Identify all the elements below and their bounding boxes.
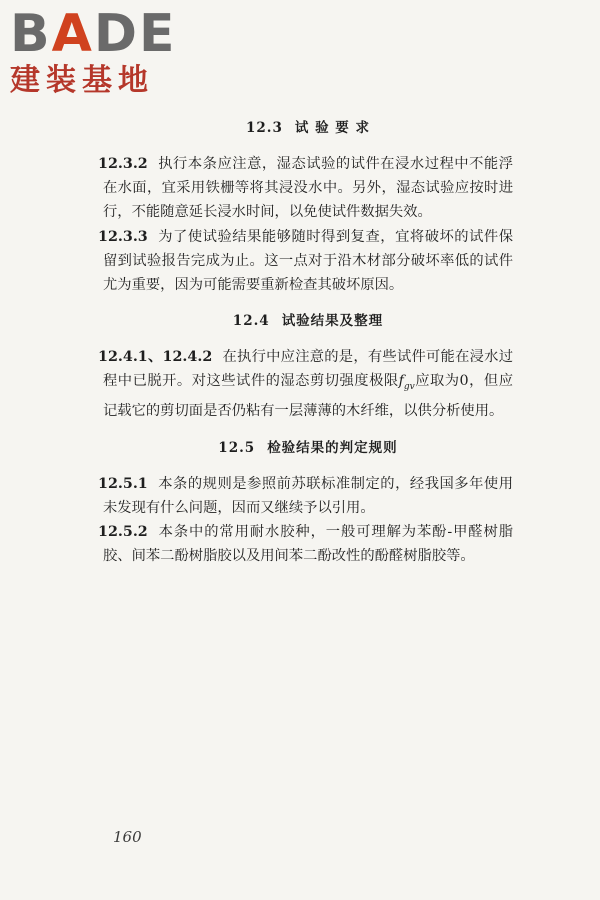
page-number: 160 bbox=[113, 828, 142, 846]
logo-subtitle: 建装基地 bbox=[10, 63, 154, 98]
section-heading-12-3: 12.3 试 验 要 求 bbox=[246, 120, 370, 136]
clause-12-4-1-2: 12.4.1、12.4.2 在执行中应注意的是，有些试件可能在浸水过程中已脱开。对这些试件的湿态剪切强度极限$f_{gv}$应取为0，但应记载它的剪切面是否仍粘有一层薄薄的木纤维，以供分析使用。 bbox=[98, 349, 514, 420]
logo-wordmark: BADE bbox=[10, 4, 177, 64]
clause-12-3-3: 12.3.3 为了使试验结果能够随时得到复查，宜将破坏的试件保留到试验报告完成为止。这一点对于沿木材部分破坏率低的试件尤为重要，因为可能需要重新检查其破坏原因。 bbox=[98, 228, 513, 294]
shear-strength-symbol: $f_{gv}$ bbox=[398, 373, 415, 393]
clause-12-5-1: 12.5.1 本条的规则是参照前苏联标准制定的，经我国多年使用未发现有什么问题，因而又继续予以引用。 bbox=[98, 475, 513, 516]
publisher-logo bbox=[10, 6, 180, 98]
page-content bbox=[98, 118, 514, 568]
clause-12-3-2: 12.3.2 执行本条应注意，湿态试验的试件在浸水过程中不能浮在水面，宜采用铁栅等将其浸没水中。另外，湿态试验应按时进行，不能随意延长浸水时间，以免使试件数据失效。 bbox=[98, 156, 513, 221]
section-heading-12-5: 12.5 检验结果的判定规则 bbox=[218, 439, 398, 456]
section-heading-12-4: 12.4 试验结果及整理 bbox=[232, 313, 384, 330]
clause-12-5-2: 12.5.2 本条中的常用耐水胶种，一般可理解为苯酚-甲醛树脂胶、间苯二酚树脂胶以及用间苯二酚改性的酚醛树脂胶等。 bbox=[98, 524, 513, 565]
